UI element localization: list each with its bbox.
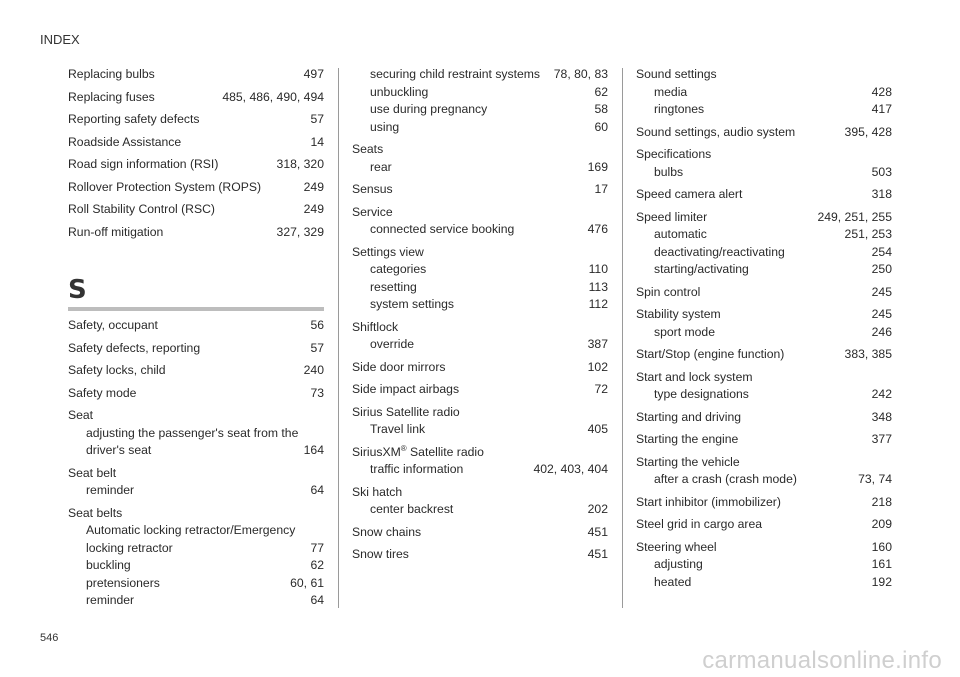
index-entry-group [636,369,892,404]
index-subentry: starting/activating 250 [654,262,892,276]
index-subentry: reminder 64 [86,483,324,497]
index-entry: Speed limiter 249, 251, 255 [636,209,892,224]
index-entry-group [352,404,608,439]
index-entry-group [352,244,608,314]
index-heading: Start and lock system [636,369,753,384]
index-entry-group [68,505,324,610]
index-heading: Service [352,204,393,219]
index-entry-group [636,539,892,592]
index-entry: Safety defects, reporting 57 [68,340,324,355]
index-subentry: bulbs 503 [654,164,892,179]
index-heading: Seat [68,408,94,422]
watermark: carmanualsonline.info [702,647,942,674]
index-entry-group [352,444,608,479]
column-divider [338,68,339,608]
index-entry-group [68,465,324,500]
index-entry-group [636,306,892,341]
index-entry: Safety locks, child 240 [68,363,324,377]
index-entry: Side impact airbags 72 [352,382,608,396]
index-entry: Safety mode 73 [68,385,324,400]
page-header: INDEX [40,32,80,47]
index-entry: Road sign information (RSI) 318, 320 [68,157,324,171]
index-subentry: heated 192 [654,574,892,589]
index-entry: Safety, occupant 56 [68,318,324,332]
index-subentry: categories 110 [370,262,608,276]
index-subentry: reminder 64 [86,593,324,607]
index-column-3 [636,66,892,596]
index-subentry: automatic 251, 253 [654,227,892,241]
index-subentry: type designations 242 [654,387,892,401]
index-entry: Run-off mitigation 327, 329 [68,224,324,239]
index-subentry: adjusting 161 [654,557,892,571]
index-subentry: using 60 [370,119,608,134]
page-number: 546 [40,632,59,644]
index-subentry: after a crash (crash mode) 73, 74 [654,472,892,486]
index-entry: Snow chains 451 [352,524,608,539]
index-entry: Reporting safety defects 57 [68,112,324,126]
index-entry: Rollover Protection System (ROPS) 249 [68,179,324,194]
index-subentry-label: Automatic locking retractor/Emergency [86,523,296,537]
index-entry-group [636,454,892,489]
section-letter-s [68,275,324,311]
index-entry-group [636,146,892,181]
index-heading: Seat belts [68,505,123,520]
index-heading: Starting the vehicle [636,454,740,469]
index-entry-group [352,66,608,136]
index-entry-group [352,319,608,354]
index-subentry: media 428 [654,84,892,99]
index-entry: Starting the engine 377 [636,432,892,446]
index-subentry: unbuckling 62 [370,84,608,99]
index-entry-group [68,407,324,460]
index-entry: Start/Stop (engine function) 383, 385 [636,347,892,361]
index-heading: Shiftlock [352,319,399,334]
index-heading: Seats [352,142,384,156]
index-subentry: deactivating/reactivating 254 [654,244,892,259]
index-heading: Sirius Satellite radio [352,404,460,419]
index-entry: Starting and driving 348 [636,409,892,424]
index-heading: Specifications [636,147,712,161]
index-subentry: sport mode 246 [654,324,892,339]
index-subentry: securing child restraint systems 78, 80, 83 [370,67,608,81]
index-subentry: connected service booking 476 [370,222,608,236]
index-entry-group [352,204,608,239]
index-entry: Replacing fuses 485, 486, 490, 494 [68,89,324,104]
index-entry: Roll Stability Control (RSC) 249 [68,202,324,216]
index-subentry: system settings 112 [370,297,608,311]
column-divider [622,68,623,608]
index-heading: Seat belt [68,465,117,480]
index-subentry: override 387 [370,337,608,351]
index-entry: Side door mirrors 102 [352,359,608,374]
index-heading: Settings view [352,244,424,259]
section-letter: S [68,275,87,305]
index-entry-group [352,484,608,519]
index-subentry: buckling 62 [86,558,324,572]
index-entry: Sound settings, audio system 395, 428 [636,124,892,139]
index-subentry: pretensioners 60, 61 [86,575,324,590]
index-subentry: driver's seat 164 [86,443,324,457]
index-subentry: locking retractor 77 [86,540,324,555]
index-entry: Start inhibitor (immobilizer) 218 [636,494,892,509]
index-subentry: use during pregnancy 58 [370,102,608,116]
index-entry: Spin control 245 [636,284,892,299]
index-heading: Sound settings [636,67,717,81]
index-entry-group [352,141,608,176]
index-subentry-label: adjusting the passenger's seat from the [86,425,299,440]
index-entry: Speed camera alert 318 [636,187,892,201]
index-entry-group [636,66,892,119]
index-entry: Snow tires 451 [352,547,608,561]
index-heading: Ski hatch [352,484,403,499]
index-entry: Replacing bulbs 497 [68,67,324,81]
index-entry: Stability system 245 [636,307,892,321]
index-subentry: traffic information 402, 403, 404 [370,462,608,476]
index-subentry: Travel link 405 [370,422,608,436]
index-entry: Steering wheel 160 [636,539,892,554]
index-column-1 [68,66,324,615]
index-subentry: ringtones 417 [654,102,892,116]
index-subentry: center backrest 202 [370,502,608,516]
index-column-2 [352,66,608,569]
index-entry: Roadside Assistance 14 [68,134,324,149]
index-entry: Steel grid in cargo area 209 [636,517,892,531]
index-subentry: resetting 113 [370,279,608,294]
section-rule [68,307,324,311]
index-entry: Sensus 17 [352,182,608,196]
index-subentry: rear 169 [370,159,608,174]
index-heading: SiriusXM® Satellite radio [352,443,484,459]
index-entry-group [636,209,892,279]
